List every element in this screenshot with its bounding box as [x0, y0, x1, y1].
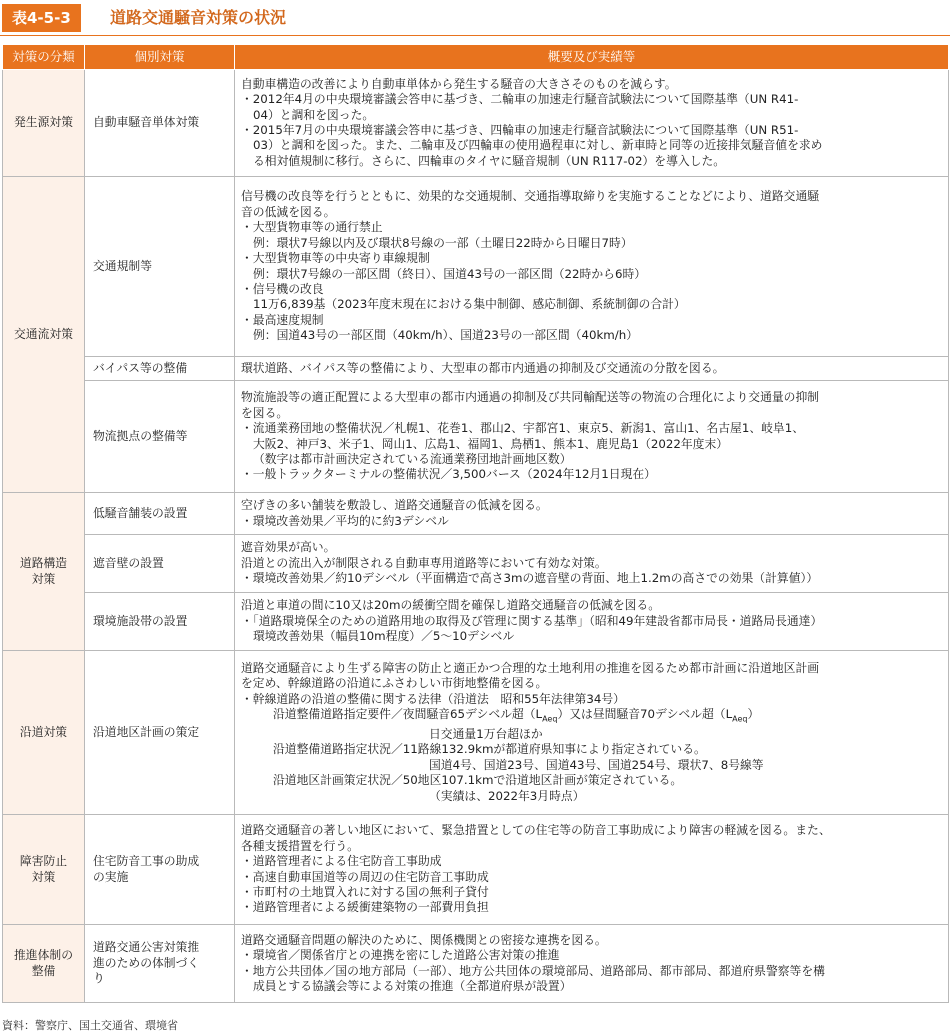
individual-line: バイパス等の整備	[93, 360, 188, 375]
detail-line: 音の低減を図る。	[241, 204, 336, 219]
details-cell	[235, 70, 949, 177]
header-details: 概要及び実績等	[235, 45, 949, 70]
detail-line: ・道路管理者による住宅防音工事助成	[241, 854, 442, 869]
individual-line: 遮音壁の設置	[93, 555, 164, 570]
category-cell	[3, 925, 85, 1003]
detail-line: を定め、幹線道路の沿道にふさわしい市街地整備を図る。	[241, 676, 548, 691]
detail-line: ・「道路環境保全のための道路用地の取得及び管理に関する基準」（昭和49年建設省都市局長・道路局長通達）	[241, 613, 823, 628]
category-line: 道路構造	[19, 556, 68, 571]
detail-line: ・流通業務団地の整備状況／札幌1、花巻1、郡山2、宇都宮1、東京5、新潟1、富山1、名古屋1、岐阜1、	[241, 421, 805, 436]
category-cell	[3, 493, 85, 651]
table-row	[3, 357, 949, 381]
category-line: 推進体制の	[14, 948, 73, 963]
detail-line: ・大型貨物車等の中央寄り車線規制	[241, 251, 430, 266]
details-cell	[235, 177, 949, 357]
detail-line: 例：環状7号線以内及び環状8号線の一部（土曜日22時から日曜日7時）	[253, 235, 633, 250]
detail-line: ・幹線道路の沿道の整備に関する法律（沿道法 昭和55年法律第34号）	[241, 691, 625, 706]
details-cell	[235, 493, 949, 535]
category-line: 交通流対策	[14, 326, 73, 341]
individual-cell	[85, 651, 235, 815]
individual-line: り	[93, 971, 105, 986]
detail-line: る相対値規制に移行。さらに、四輪車のタイヤに騒音規制（UN R117-02）を導入した。	[253, 153, 726, 168]
detail-line: （数字は都市計画決定されている流通業務団地計画地区数）	[253, 451, 572, 466]
detail-line: 成員とする協議会等による対策の推進（全都道府県が設置）	[253, 978, 572, 993]
table-row	[3, 177, 949, 357]
detail-line: 信号機の改良等を行うとともに、効果的な交通規制、交通指導取締りを実施することなどにより、道路交通騒	[241, 189, 820, 204]
subscript-aeq: Aeq	[542, 714, 558, 724]
title-divider	[0, 35, 950, 36]
category-line: 障害防止	[19, 854, 68, 869]
detail-line: 沿道との流出入が制限される自動車専用道路等において有効な対策。	[241, 555, 607, 570]
details-cell	[235, 815, 949, 925]
noise-measures-table	[2, 44, 949, 1003]
table-row	[3, 535, 949, 593]
table-number-badge: 表4-5-3	[2, 4, 81, 32]
category-line: 対策	[31, 869, 56, 884]
detail-line: を図る。	[241, 405, 289, 420]
detail-line: ・大型貨物車等の通行禁止	[241, 220, 383, 235]
details-cell	[235, 535, 949, 593]
detail-line: ・地方公共団体／国の地方部局（一部）、地方公共団体の環境部局、道路部局、都市部局、都道府県警察等を構	[241, 963, 825, 978]
detail-line: ・環境改善効果／平均的に約3デシベル	[241, 513, 449, 528]
detail-line: ・2012年4月の中央環境審議会答申に基づき、二輪車の加速走行騒音試験法について国際基準（UN R41-	[241, 92, 799, 107]
details-cell	[235, 593, 949, 651]
detail-line: ・環境省／関係省庁との連携を密にした道路公害対策の推進	[241, 948, 560, 963]
detail-line: 03）と調和を図った。また、二輪車及び四輪車の使用過程車に対し、新車時と同等の近接排気騒音値を求め	[253, 138, 823, 153]
individual-cell	[85, 177, 235, 357]
individual-cell	[85, 593, 235, 651]
category-line: 発生源対策	[14, 115, 73, 130]
detail-line: 遮音効果が高い。	[241, 540, 336, 555]
detail-line: 沿道整備道路指定状況／11路線132.9kmが都道府県知事により指定されている。	[273, 742, 706, 757]
table-row	[3, 925, 949, 1003]
detail-line: 物流施設等の適正配置による大型車の都市内通過の抑制及び共同輸配送等の物流の合理化により交通量の抑制	[241, 390, 820, 405]
detail-line: 道路交通騒音により生ずる障害の防止と適正かつ合理的な土地利用の推進を図るため都市計画に沿道地区計画	[241, 660, 820, 675]
category-line: 対策	[31, 571, 56, 586]
detail-line: ・一般トラックターミナルの整備状況／3,500バース（2024年12月1日現在）	[241, 467, 656, 482]
individual-cell	[85, 815, 235, 925]
subscript-aeq: Aeq	[732, 714, 748, 724]
individual-cell	[85, 381, 235, 493]
individual-cell	[85, 493, 235, 535]
detail-line: 11万6,839基（2023年度末現在における集中制御、感応制御、系統制御の合計）	[253, 297, 686, 312]
category-cell	[3, 177, 85, 493]
individual-line: 低騒音舗装の設置	[93, 505, 188, 520]
category-line: 沿道対策	[19, 724, 68, 739]
detail-line: 環状道路、バイパス等の整備により、大型車の都市内通過の抑制及び交通流の分散を図る。	[241, 360, 725, 375]
detail-line: ・環境改善効果／約10デシベル（平面構造で高さ3mの遮音壁の背面、地上1.2mの高さでの効果（計算値））	[241, 571, 819, 586]
table-row	[3, 651, 949, 815]
individual-cell	[85, 357, 235, 381]
detail-line: ・2015年7月の中央環境審議会答申に基づき、四輪車の加速走行騒音試験法について国際基準（UN R51-	[241, 123, 799, 137]
individual-line: 交通規制等	[93, 258, 152, 273]
category-cell	[3, 651, 85, 815]
detail-line: 国道4号、国道23号、国道43号、国道254号、環状7、8号線等	[429, 757, 764, 772]
detail-line: 沿道と車道の間に10又は20mの緩衝空間を確保し道路交通騒音の低減を図る。	[241, 598, 661, 613]
category-line: 整備	[31, 963, 56, 978]
detail-line: 各種支援措置を行う。	[241, 838, 359, 853]
individual-line: 環境施設帯の設置	[93, 613, 188, 628]
individual-cell	[85, 925, 235, 1003]
detail-line: 大阪2、神戸3、米子1、岡山1、広島1、福岡1、鳥栖1、熊本1、鹿児島1（2022年度末）	[253, 436, 729, 451]
table-row	[3, 70, 949, 177]
table-caption	[0, 0, 950, 36]
table-row	[3, 381, 949, 493]
detail-line: 日交通量1万台超ほか	[429, 726, 543, 741]
detail-line: ・高速自動車国道等の周辺の住宅防音工事助成	[241, 869, 489, 884]
individual-line: の実施	[93, 869, 129, 884]
individual-line: 住宅防音工事の助成	[93, 854, 200, 869]
header-individual: 個別対策	[85, 45, 235, 70]
details-cell	[235, 651, 949, 815]
detail-line: 沿道整備道路指定要件／夜間騒音65デシベル超$(L_{Aeq})$又は昼間騒音70デシベル超$(L_{Aeq})$	[273, 707, 760, 724]
details-cell	[235, 357, 949, 381]
detail-line: 道路交通騒音問題の解決のために、関係機関との密接な連携を図る。	[241, 932, 607, 947]
header-category: 対策の分類	[3, 45, 85, 70]
table-row	[3, 493, 949, 535]
detail-line: （実績は、2022年3月時点）	[429, 788, 585, 803]
detail-line: 道路交通騒音の著しい地区において、緊急措置としての住宅等の防音工事助成により障害の軽減を図る。また、	[241, 823, 831, 838]
individual-line: 沿道地区計画の策定	[93, 724, 200, 739]
individual-line: 自動車騒音単体対策	[93, 115, 200, 130]
details-cell	[235, 925, 949, 1003]
detail-line: 自動車構造の改善により自動車単体から発生する騒音の大きさそのものを減らす。	[241, 76, 677, 91]
table-row	[3, 815, 949, 925]
individual-cell	[85, 70, 235, 177]
detail-line: 空げきの多い舗装を敷設し、道路交通騒音の低減を図る。	[241, 498, 548, 513]
detail-line: ・最高速度規制	[241, 312, 324, 327]
category-cell	[3, 815, 85, 925]
individual-line: 進のための体制づく	[93, 955, 200, 970]
detail-line: ・信号機の改良	[241, 281, 324, 296]
details-cell	[235, 381, 949, 493]
detail-line: ・市町村の土地買入れに対する国の無利子貸付	[241, 884, 489, 899]
detail-line: 環境改善効果（幅員10m程度）／5～10デシベル	[253, 629, 515, 644]
detail-line: 04）と調和を図った。	[253, 107, 375, 122]
table-title: 道路交通騒音対策の状況	[110, 8, 287, 27]
individual-line: 物流拠点の整備等	[93, 428, 188, 443]
category-cell	[3, 70, 85, 177]
individual-line: 道路交通公害対策推	[93, 940, 200, 955]
detail-line: 例：環状7号線の一部区間（終日）、国道43号の一部区間（22時から6時）	[253, 266, 647, 281]
table-header-row	[3, 45, 949, 70]
detail-line: ・道路管理者による緩衝建築物の一部費用負担	[241, 900, 489, 915]
detail-line: 沿道地区計画策定状況／50地区107.1kmで沿道地区計画が策定されている。	[273, 773, 683, 788]
individual-cell	[85, 535, 235, 593]
detail-line: 例：国道43号の一部区間（40km/h）、国道23号の一部区間（40km/h）	[253, 328, 639, 343]
source-note: 資料：警察庁、国土交通省、環境省	[2, 1019, 178, 1032]
table-row	[3, 593, 949, 651]
